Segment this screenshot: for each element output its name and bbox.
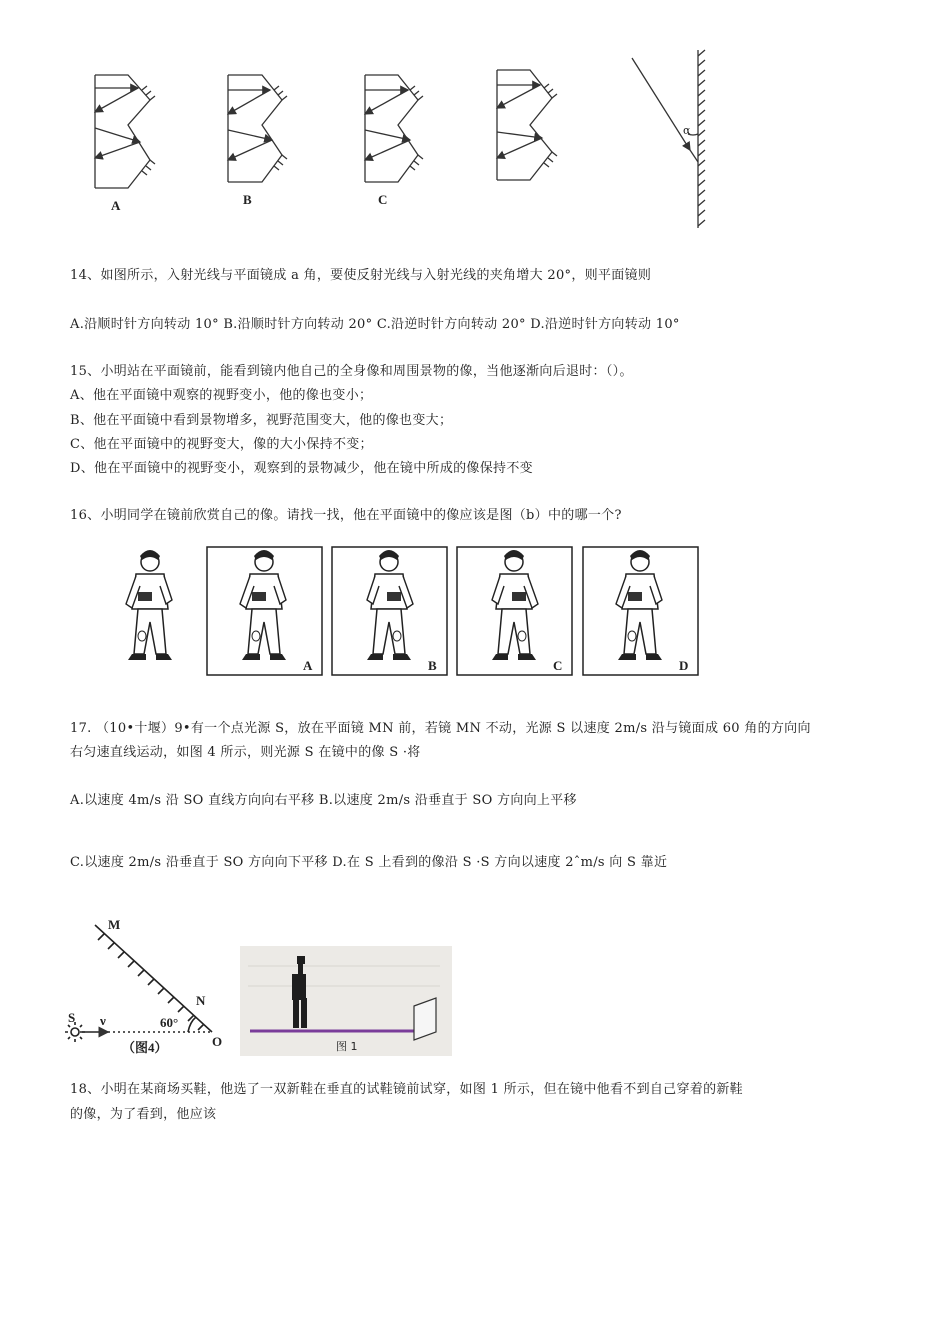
boy-original (126, 550, 172, 660)
q18-line2: 的像，为了看到，他应该 (70, 1107, 217, 1122)
mirror-alpha-figure (632, 50, 705, 228)
periscope-label-a: A (111, 198, 121, 213)
panel-label-a: A (303, 658, 313, 673)
q16-stem: 16、小明同学在镜前欣赏自己的像。请找一找，他在平面镜中的像应该是图（b）中的哪一个? (70, 508, 622, 523)
mirror-panel-d (583, 547, 698, 675)
q18-line1: 18、小明在某商场买鞋，他选了一双新鞋在垂直的试鞋镜前试穿，如图 1 所示，但在镜中他看不到自己穿着的新鞋 (70, 1082, 743, 1097)
q15-option-a: A、他在平面镜中观察的视野变小，他的像也变小； (70, 388, 373, 403)
panel-label-c: C (553, 658, 563, 673)
periscope-label-b: B (243, 192, 252, 207)
panel-label-d: D (679, 658, 689, 673)
q15-option-c: C、他在平面镜中的视野变大，像的大小保持不变； (70, 437, 373, 452)
label-n: N (196, 993, 206, 1008)
label-s: S (68, 1010, 76, 1025)
q14-stem: 14、如图所示，入射光线与平面镜成 a 角，要使反射光线与入射光线的夹角增大 20°，则平面镜则 (70, 268, 652, 283)
periscope-figures (0, 0, 950, 240)
q15-stem: 15、小明站在平面镜前，能看到镜内他自己的全身像和周围景物的像，当他逐渐向后退时：（）。 (70, 364, 633, 379)
figure-4-caption: （图4） (122, 1040, 168, 1055)
mirror-panel-a (207, 547, 322, 675)
panel-label-b: B (428, 658, 437, 673)
label-m: M (108, 917, 121, 932)
figure-1-photo (240, 946, 452, 1056)
mirror-panel-c (457, 547, 572, 675)
q14-options: A.沿顺时针方向转动 10° B.沿顺时针方向转动 20° C.沿逆时针方向转动 20° D.沿逆时针方向转动 10° (70, 317, 680, 332)
label-v: ν (100, 1013, 106, 1028)
mirror-image-figure (0, 540, 950, 680)
periscope-c (365, 75, 423, 182)
q15-option-b: B、他在平面镜中看到景物增多，视野范围变大，他的像也变大； (70, 413, 453, 428)
mirror-panel-b (332, 547, 447, 675)
q17-line2: 右匀速直线运动，如图 4 所示，则光源 S 在镜中的像 S ·将 (70, 745, 421, 760)
q17-line1: 17. （10•十堰）9•有一个点光源 S，放在平面镜 MN 前，若镜 MN 不动，光源 S 以速度 2m/s 沿与镜面成 60 角的方向向 (70, 721, 811, 736)
periscope-b (228, 75, 287, 182)
q17-option-cd: C.以速度 2m/s 沿垂直于 SO 方向向下平移 D.在 S 上看到的像沿 S ·S 方向以速度 2ˆm/s 向 S 靠近 (70, 855, 668, 870)
figure-1-caption: 图 1 (336, 1040, 358, 1053)
q17-option-ab: A.以速度 4m/s 沿 SO 直线方向向右平移 B.以速度 2m/s 沿垂直于 SO 方向向上平移 (70, 793, 577, 808)
label-angle: 60° (160, 1015, 179, 1030)
alpha-label: α (683, 124, 691, 137)
periscope-d-unlabeled (497, 70, 557, 180)
periscope-label-c: C (378, 192, 388, 207)
periscope-a (95, 75, 155, 188)
figure-4 (60, 905, 260, 1055)
label-o: O (212, 1034, 223, 1049)
q15-option-d: D、他在平面镜中的视野变小，观察到的景物减少，他在镜中所成的像保持不变 (70, 461, 533, 476)
